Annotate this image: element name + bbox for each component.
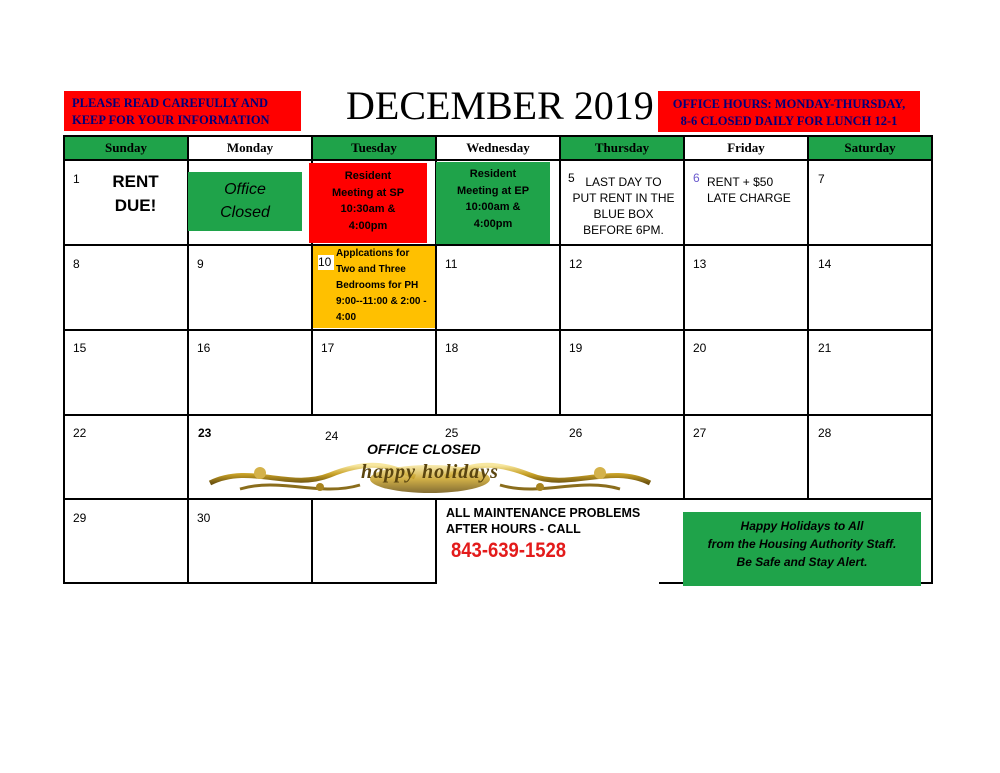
day-number: 12 bbox=[569, 257, 583, 271]
day-number: 22 bbox=[73, 426, 87, 440]
day-number: 24 bbox=[325, 429, 339, 443]
notice-left-line2: KEEP FOR YOUR INFORMATION bbox=[72, 113, 270, 127]
day-number: 17 bbox=[321, 341, 335, 355]
office-closed-holiday: OFFICE CLOSED bbox=[367, 441, 481, 457]
day-number: 30 bbox=[197, 511, 211, 525]
week5-right-border bbox=[931, 498, 933, 584]
office-hours-line1: OFFICE HOURS: MONDAY-THURSDAY, bbox=[672, 97, 906, 111]
resident-ep-line1: Resident bbox=[469, 168, 517, 180]
day-number: 15 bbox=[73, 341, 87, 355]
applications-note bbox=[336, 246, 448, 326]
rent-due-note bbox=[98, 170, 173, 218]
maintenance-phone: 843-639-1528 bbox=[451, 539, 567, 562]
last-day-line4: BEFORE 6PM. bbox=[583, 223, 664, 237]
day-number: 20 bbox=[693, 341, 707, 355]
resident-sp-line3: 10:30am & bbox=[340, 203, 396, 215]
day-cell bbox=[187, 244, 313, 331]
day-number: 18 bbox=[445, 341, 459, 355]
greeting-line3: Be Safe and Stay Alert. bbox=[736, 555, 868, 569]
day-number: 26 bbox=[569, 426, 583, 440]
resident-meeting-sp bbox=[309, 163, 427, 243]
day-number: 6 bbox=[693, 171, 700, 185]
notice-left-line1: PLEASE READ CAREFULLY AND bbox=[72, 96, 268, 110]
rent-due-line1: RENT bbox=[112, 172, 159, 191]
applications-line5: 4:00 bbox=[336, 312, 357, 323]
last-day-line1: LAST DAY TO bbox=[585, 175, 662, 189]
day-header-friday: Friday bbox=[683, 135, 809, 161]
day-cell bbox=[807, 159, 933, 246]
office-closed-monday-line1: Office bbox=[224, 181, 266, 198]
maintenance-line1: ALL MAINTENANCE PROBLEMS bbox=[446, 506, 641, 520]
late-charge-line1: RENT + $50 bbox=[707, 175, 774, 189]
day-header-tuesday: Tuesday bbox=[311, 135, 437, 161]
maintenance-info bbox=[446, 505, 640, 537]
office-hours-box bbox=[658, 91, 920, 132]
resident-meeting-ep bbox=[436, 162, 550, 244]
day-number: 19 bbox=[569, 341, 583, 355]
notice-left-box bbox=[64, 91, 301, 131]
day-number: 1 bbox=[73, 172, 80, 186]
calendar-title: DECEMBER 2019 bbox=[346, 83, 654, 128]
day-number: 7 bbox=[818, 172, 825, 186]
late-charge-line2: LATE CHARGE bbox=[707, 191, 791, 205]
resident-sp-line1: Resident bbox=[344, 170, 392, 182]
office-closed-monday-line2: Closed bbox=[220, 204, 270, 221]
day-number: 21 bbox=[818, 341, 832, 355]
day-cell bbox=[311, 498, 437, 584]
day-number: 27 bbox=[693, 426, 707, 440]
day-number: 14 bbox=[818, 257, 832, 271]
day-number: 28 bbox=[818, 426, 832, 440]
day-number: 11 bbox=[445, 257, 458, 271]
office-closed-monday bbox=[188, 172, 302, 231]
holiday-greeting-box bbox=[683, 512, 921, 586]
day-header-thursday: Thursday bbox=[559, 135, 685, 161]
rent-due-line2: DUE! bbox=[114, 196, 157, 215]
last-day-line2: PUT RENT IN THE bbox=[572, 191, 675, 205]
applications-line2: Two and Three bbox=[336, 264, 406, 275]
resident-sp-line2: Meeting at SP bbox=[331, 186, 405, 199]
day-number: 9 bbox=[197, 257, 204, 271]
last-day-note bbox=[562, 174, 685, 238]
happy-holidays-banner bbox=[200, 457, 660, 497]
applications-line3: Bedrooms for PH bbox=[336, 280, 419, 291]
office-hours-line2: 8-6 CLOSED DAILY FOR LUNCH 12-1 bbox=[680, 114, 898, 128]
day-number: 5 bbox=[568, 171, 575, 185]
applications-line1: Applcations for bbox=[336, 248, 410, 259]
day-header-wednesday: Wednesday bbox=[435, 135, 561, 161]
day-number: 10 bbox=[318, 255, 334, 270]
day-number: 29 bbox=[73, 511, 87, 525]
day-number: 16 bbox=[197, 341, 211, 355]
last-day-line3: BLUE BOX bbox=[593, 207, 654, 221]
applications-line4: 9:00--11:00 & 2:00 - bbox=[336, 296, 427, 307]
day-header-monday: Monday bbox=[187, 135, 313, 161]
greeting-line2: from the Housing Authority Staff. bbox=[707, 537, 897, 551]
happy-holidays-text: happy holidays bbox=[361, 461, 499, 483]
day-header-sunday: Sunday bbox=[63, 135, 189, 161]
day-cell bbox=[63, 244, 189, 331]
greeting-line1: Happy Holidays to All bbox=[740, 519, 864, 533]
day-number: 23 bbox=[198, 426, 212, 440]
day-header-saturday: Saturday bbox=[807, 135, 933, 161]
resident-ep-line3: 10:00am & bbox=[465, 201, 521, 213]
day-number: 13 bbox=[693, 257, 707, 271]
maintenance-line2: AFTER HOURS - CALL bbox=[446, 522, 581, 536]
resident-ep-line4: 4:00pm bbox=[473, 217, 513, 230]
resident-sp-line4: 4:00pm bbox=[348, 219, 388, 232]
day-number: 8 bbox=[73, 257, 80, 271]
resident-ep-line2: Meeting at EP bbox=[456, 184, 530, 197]
day-number: 25 bbox=[445, 426, 459, 440]
late-charge-note bbox=[707, 174, 791, 206]
